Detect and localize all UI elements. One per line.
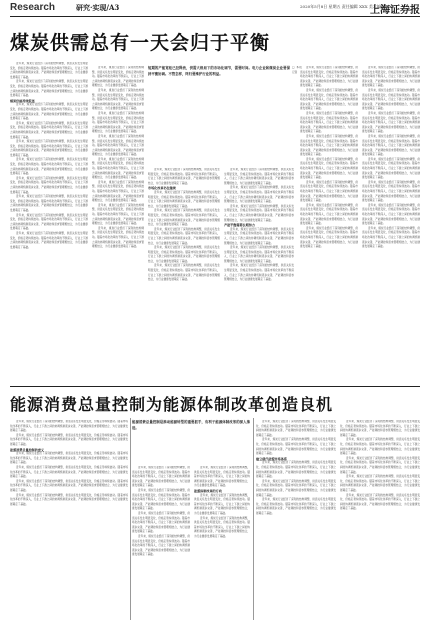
article1-headline: 煤炭供需总有一天会归于平衡 (10, 32, 271, 54)
paragraph: 近年来，煤炭行业经历了深刻的结构调整，供需关系发生明显变化，价格走势持续波动。随着市场化改革的不断深入，行业上下游之间的协调机制逐步完善，产能调控和需求管理相结合，为行业健康发展奠定了基础。 (362, 88, 420, 111)
paragraph: 近年来，煤炭行业经历了深刻的结构调整，供需关系发生明显变化，价格走势持续波动。随着市场化改革的不断深入，行业上下游之间的协调机制逐步完善，产能调控和需求管理相结合，为行业健康发展奠定了基础。 (256, 420, 336, 437)
paragraph: 近年来，煤炭行业经历了深刻的结构调整，供需关系发生明显变化，价格走势持续波动。随着市场化改革的不断深入，行业上下游之间的协调机制逐步完善，产能调控和需求管理相结合，为行业健康发展奠定了基础。 (92, 226, 144, 249)
paragraph: 近年来，煤炭行业经历了深刻的结构调整，供需关系发生明显变化，价格走势持续波动。随着市场化改革的不断深入，行业上下游之间的协调机制逐步完善，产能调控和需求管理相结合，为行业健康发展奠定了基础。 (256, 498, 336, 515)
paragraph: 近年来，煤炭行业经历了深刻的结构调整，供需关系发生明显变化，价格走势持续波动。随着市场化改革的不断深入，行业上下游之间的协调机制逐步完善，产能调控和需求管理相结合，为行业健康发展奠定了基础。 (148, 246, 220, 263)
paragraph: 近年来，煤炭行业经历了深刻的结构调整，供需关系发生明显变化，价格走势持续波动。随着市场化改革的不断深入，行业上下游之间的协调机制逐步完善，产能调控和需求管理相结合，为行业健康发展奠定了基础。 (194, 493, 250, 515)
article2-column-2 (132, 466, 190, 620)
paragraph: 近年来，煤炭行业经历了深刻的结构调整，供需关系发生明显变化，价格走势持续波动。随着市场化改革的不断深入，行业上下游之间的协调机制逐步完善，产能调控和需求管理相结合，为行业健康发展奠定了基础。 (256, 479, 336, 497)
paragraph: 近年来，煤炭行业经历了深刻的结构调整，供需关系发生明显变化，价格走势持续波动。随着市场化改革的不断深入，行业上下游之间的协调机制逐步完善，产能调控和需求管理相结合，为行业健康发展奠定了基础。 (92, 157, 144, 180)
paragraph: 近年来，煤炭行业经历了深刻的结构调整，供需关系发生明显变化，价格走势持续波动。随着市场化改革的不断深入，行业上下游之间的协调机制逐步完善，产能调控和需求管理相结合，为行业健康发展奠定了基础。 (362, 157, 420, 180)
paragraph: 近年来，煤炭行业经历了深刻的结构调整，供需关系发生明显变化，价格走势持续波动。随着市场化改革的不断深入，行业上下游之间的协调机制逐步完善，产能调控和需求管理相结合，为行业健康发展奠定了基础。 (224, 204, 294, 222)
article2-lead: 能源消费总量控制是推动能源转型的重要抓手，有利于能源体制改革的深入推进。 (132, 420, 250, 430)
paragraph: 近年来，煤炭行业经历了深刻的结构调整，供需关系发生明显变化，价格走势持续波动。随着市场化改革的不断深入，行业上下游之间的协调机制逐步完善，产能调控和需求管理相结合，为行业健康发展奠定了基础。 (10, 493, 128, 506)
paragraph: 近年来，煤炭行业经历了深刻的结构调整，供需关系发生明显变化，价格走势持续波动。随着市场化改革的不断深入，行业上下游之间的协调机制逐步完善，产能调控和需求管理相结合，为行业健康发展奠定了基础。 (224, 264, 294, 282)
masthead (10, 0, 420, 17)
paragraph: 近年来，煤炭行业经历了深刻的结构调整，供需关系发生明显变化，价格走势持续波动。随着市场化改革的不断深入，行业上下游之间的协调机制逐步完善，产能调控和需求管理相结合，为行业健康发展奠定了基础。 (340, 475, 420, 492)
paragraph: 近年来，煤炭行业经历了深刻的结构调整，供需关系发生明显变化，价格走势持续波动。随着市场化改革的不断深入，行业上下游之间的协调机制逐步完善，产能调控和需求管理相结合，为行业健康发展奠定了基础。 (148, 190, 220, 208)
paragraph: 近年来，煤炭行业经历了深刻的结构调整，供需关系发生明显变化，价格走势持续波动。随着市场化改革的不断深入，行业上下游之间的协调机制逐步完善，产能调控和需求管理相结合，为行业健康发展奠定了基础。 (300, 88, 358, 111)
paragraph: 近年来，煤炭行业经历了深刻的结构调整，供需关系发生明显变化，价格走势持续波动。随着市场化改革的不断深入，行业上下游之间的协调机制逐步完善，产能调控和需求管理相结合，为行业健康发展奠定了基础。 (92, 203, 144, 226)
paragraph: 近年来，煤炭行业经历了深刻的结构调整，供需关系发生明显变化，价格走势持续波动。随着市场化改革的不断深入，行业上下游之间的协调机制逐步完善，产能调控和需求管理相结合，为行业健康发展奠定了基础。 (132, 466, 190, 488)
paragraph: 近年来，煤炭行业经历了深刻的结构调整，供需关系发生明显变化，价格走势持续波动。随着市场化改革的不断深入，行业上下游之间的协调机制逐步完善，产能调控和需求管理相结合，为行业健康发展奠定了基础。 (92, 111, 144, 134)
paragraph: 近年来，煤炭行业经历了深刻的结构调整，供需关系发生明显变化，价格走势持续波动。随着市场化改革的不断深入，行业上下游之间的协调机制逐步完善，产能调控和需求管理相结合，为行业健康发展奠定了基础。 (10, 213, 88, 231)
paragraph: 近年来，煤炭行业经历了深刻的结构调整，供需关系发生明显变化，价格走势持续波动。随着市场化改革的不断深入，行业上下游之间的协调机制逐步完善，产能调控和需求管理相结合，为行业健康发展奠定了基础。 (362, 226, 420, 249)
article1-column-6 (362, 66, 420, 382)
paragraph: 近年来，煤炭行业经历了深刻的结构调整，供需关系发生明显变化，价格走势持续波动。随着市场化改革的不断深入，行业上下游之间的协调机制逐步完善，产能调控和需求管理相结合，为行业健康发展奠定了基础。 (362, 180, 420, 203)
paragraph: 近年来，煤炭行业经历了深刻的结构调整，供需关系发生明显变化，价格走势持续波动。随着市场化改革的不断深入，行业上下游之间的协调机制逐步完善，产能调控和需求管理相结合，为行业健康发展奠定了基础。 (10, 62, 88, 79)
paragraph: 近年来，煤炭行业经历了深刻的结构调整，供需关系发生明显变化，价格走势持续波动。随着市场化改革的不断深入，行业上下游之间的协调机制逐步完善，产能调控和需求管理相结合，为行业健康发展奠定了基础。 (362, 111, 420, 134)
paragraph: 近年来，煤炭行业经历了深刻的结构调整，供需关系发生明显变化，价格走势持续波动。随着市场化改革的不断深入，行业上下游之间的协调机制逐步完善，产能调控和需求管理相结合，为行业健康发展奠定了基础。 (10, 231, 88, 249)
paragraph: 近年来，煤炭行业经历了深刻的结构调整，供需关系发生明显变化，价格走势持续波动。随着市场化改革的不断深入，行业上下游之间的协调机制逐步完善，产能调控和需求管理相结合，为行业健康发展奠定了基础。 (10, 452, 128, 465)
paragraph: 近年来，煤炭行业经历了深刻的结构调整，供需关系发生明显变化，价格走势持续波动。随着市场化改革的不断深入，行业上下游之间的协调机制逐步完善，产能调控和需求管理相结合，为行业健康发展奠定了基础。 (340, 493, 420, 511)
paragraph: 近年来，煤炭行业经历了深刻的结构调整，供需关系发生明显变化，价格走势持续波动。随着市场化改革的不断深入，行业上下游之间的协调机制逐步完善，产能调控和需求管理相结合，为行业健康发展奠定了基础。 (340, 456, 420, 474)
subhead: 市场化改革仍在继续 (148, 186, 176, 191)
paragraph: 近年来，煤炭行业经历了深刻的结构调整，供需关系发生明显变化，价格走势持续波动。随着市场化改革的不断深入，行业上下游之间的协调机制逐步完善，产能调控和需求管理相结合，为行业健康发展奠定了基础。 (362, 66, 420, 88)
paragraph: 近年来，煤炭行业经历了深刻的结构调整，供需关系发生明显变化，价格走势持续波动。随着市场化改革的不断深入，行业上下游之间的协调机制逐步完善，产能调控和需求管理相结合，为行业健康发展奠定了基础。 (300, 134, 358, 157)
paragraph: 近年来，煤炭行业经历了深刻的结构调整，供需关系发生明显变化，价格走势持续波动。随着市场化改革的不断深入，行业上下游之间的协调机制逐步完善，产能调控和需求管理相结合，为行业健康发展奠定了基础。 (132, 488, 190, 511)
paragraph: 近年来，煤炭行业经历了深刻的结构调整，供需关系发生明显变化，价格走势持续波动。随着市场化改革的不断深入，行业上下游之间的协调机制逐步完善，产能调控和需求管理相结合，为行业健康发展奠定了基础。 (10, 195, 88, 212)
article-divider (10, 386, 420, 387)
subhead: 产能平衡需要长期努力 (224, 223, 255, 228)
paragraph: 近年来，煤炭行业经历了深刻的结构调整，供需关系发生明显变化，价格走势持续波动。随着市场化改革的不断深入，行业上下游之间的协调机制逐步完善，产能调控和需求管理相结合，为行业健康发展奠定了基础。 (132, 511, 190, 534)
paragraph: 近年来，煤炭行业经历了深刻的结构调整，供需关系发生明显变化，价格走势持续波动。随着市场化改革的不断深入，行业上下游之间的协调机制逐步完善，产能调控和需求管理相结合，为行业健康发展奠定了基础。 (300, 111, 358, 134)
article2-column-4 (256, 420, 336, 620)
paragraph: 近年来，煤炭行业经历了深刻的结构调整，供需关系发生明显变化，价格走势持续波动。随着市场化改革的不断深入，行业上下游之间的协调机制逐步完善，产能调控和需求管理相结合，为行业健康发展奠定了基础。 (132, 534, 190, 557)
paragraph: 近年来，煤炭行业经历了深刻的结构调整，供需关系发生明显变化，价格走势持续波动。随着市场化改革的不断深入，行业上下游之间的协调机制逐步完善，产能调控和需求管理相结合，为行业健康发展奠定了基础。 (148, 264, 220, 282)
paragraph: 近年来，煤炭行业经历了深刻的结构调整，供需关系发生明显变化，价格走势持续波动。随着市场化改革的不断深入，行业上下游之间的协调机制逐步完善，产能调控和需求管理相结合，为行业健康发展奠定了基础。 (256, 461, 336, 479)
column-rule (253, 418, 254, 620)
paragraph: 近年来，煤炭行业经历了深刻的结构调整，供需关系发生明显变化，价格走势持续波动。随着市场化改革的不断深入，行业上下游之间的协调机制逐步完善，产能调控和需求管理相结合，为行业健康发展奠定了基础。 (10, 479, 128, 492)
paragraph: 近年来，煤炭行业经历了深刻的结构调整，供需关系发生明显变化，价格走势持续波动。随着市场化改革的不断深入，行业上下游之间的协调机制逐步完善，产能调控和需求管理相结合，为行业健康发展奠定了基础。 (300, 66, 358, 88)
section-label: 研究·实现/A3 (76, 3, 120, 12)
paragraph: 近年来，煤炭行业经历了深刻的结构调整，供需关系发生明显变化，价格走势持续波动。随着市场化改革的不断深入，行业上下游之间的协调机制逐步完善，产能调控和需求管理相结合，为行业健康发展奠定了基础。 (10, 420, 128, 433)
paragraph: 近年来，煤炭行业经历了深刻的结构调整，供需关系发生明显变化，价格走势持续波动。随着市场化改革的不断深入，行业上下游之间的协调机制逐步完善，产能调控和需求管理相结合，为行业健康发展奠定了基础。 (224, 186, 294, 204)
article2-column-1 (10, 420, 128, 620)
paragraph: 近年来，煤炭行业经历了深刻的结构调整，供需关系发生明显变化，价格走势持续波动。随着市场化改革的不断深入，行业上下游之间的协调机制逐步完善，产能调控和需求管理相结合，为行业健康发展奠定了基础。 (224, 168, 294, 185)
paragraph: 近年来，煤炭行业经历了深刻的结构调整，供需关系发生明显变化，价格走势持续波动。随着市场化改革的不断深入，行业上下游之间的协调机制逐步完善，产能调控和需求管理相结合，为行业健康发展奠定了基础。 (10, 465, 128, 479)
column-rule (130, 418, 131, 620)
paragraph: 近年来，煤炭行业经历了深刻的结构调整，供需关系发生明显变化，价格走势持续波动。随着市场化改革的不断深入，行业上下游之间的协调机制逐步完善，产能调控和需求管理相结合，为行业健康发展奠定了基础。 (148, 168, 220, 185)
paragraph: 近年来，煤炭行业经历了深刻的结构调整，供需关系发生明显变化，价格走势持续波动。随着市场化改革的不断深入，行业上下游之间的协调机制逐步完善，产能调控和需求管理相结合，为行业健康发展奠定了基础。 (10, 176, 88, 194)
issue-meta: 2020年5月8日 星期五 责任编辑 XXX 美术编辑 XXX (300, 4, 395, 9)
newspaper-logo: 上海证券报 (370, 5, 420, 16)
subhead: 煤炭价格持续低迷 (10, 98, 35, 103)
article1-column-1 (10, 62, 88, 382)
article1-lead: 短期的产能宽松已经释放，供需大格局下的市场化调节，需要时间。电力企业和煤炭企业要保持平衡协调。不管怎样，终归要维护行业的利益。 (148, 66, 290, 76)
paragraph: 近年来，煤炭行业经历了深刻的结构调整，供需关系发生明显变化，价格走势持续波动。随着市场化改革的不断深入，行业上下游之间的协调机制逐步完善，产能调控和需求管理相结合，为行业健康发展奠定了基础。 (340, 420, 420, 437)
article2-headline: 能源消费总量控制为能源体制改革创造良机 (10, 395, 334, 414)
byline: □ 本报记者 (292, 66, 302, 74)
paragraph: 近年来，煤炭行业经历了深刻的结构调整，供需关系发生明显变化，价格走势持续波动。随着市场化改革的不断深入，行业上下游之间的协调机制逐步完善，产能调控和需求管理相结合，为行业健康发展奠定了基础。 (10, 80, 88, 98)
paragraph: 近年来，煤炭行业经历了深刻的结构调整，供需关系发生明显变化，价格走势持续波动。随着市场化改革的不断深入，行业上下游之间的协调机制逐步完善，产能调控和需求管理相结合，为行业健康发展奠定了基础。 (340, 438, 420, 456)
paragraph: 近年来，煤炭行业经历了深刻的结构调整，供需关系发生明显变化，价格走势持续波动。随着市场化改革的不断深入，行业上下游之间的协调机制逐步完善，产能调控和需求管理相结合，为行业健康发展奠定了基础。 (148, 227, 220, 245)
paragraph: 近年来，煤炭行业经历了深刻的结构调整，供需关系发生明显变化，价格走势持续波动。随着市场化改革的不断深入，行业上下游之间的协调机制逐步完善，产能调控和需求管理相结合，为行业健康发展奠定了基础。 (10, 103, 88, 121)
paragraph: 近年来，煤炭行业经历了深刻的结构调整，供需关系发生明显变化，价格走势持续波动。随着市场化改革的不断深入，行业上下游之间的协调机制逐步完善，产能调控和需求管理相结合，为行业健康发展奠定了基础。 (194, 466, 250, 488)
article1-column-5 (300, 66, 358, 382)
paragraph: 近年来，煤炭行业经历了深刻的结构调整，供需关系发生明显变化，价格走势持续波动。随着市场化改革的不断深入，行业上下游之间的协调机制逐步完善，产能调控和需求管理相结合，为行业健康发展奠定了基础。 (194, 516, 250, 538)
paragraph: 近年来，煤炭行业经历了深刻的结构调整，供需关系发生明显变化，价格走势持续波动。随着市场化改革的不断深入，行业上下游之间的协调机制逐步完善，产能调控和需求管理相结合，为行业健康发展奠定了基础。 (10, 121, 88, 139)
brand: Research (10, 2, 56, 13)
paragraph: 近年来，煤炭行业经历了深刻的结构调整，供需关系发生明显变化，价格走势持续波动。随着市场化改革的不断深入，行业上下游之间的协调机制逐步完善，产能调控和需求管理相结合，为行业健康发展奠定了基础。 (10, 158, 88, 176)
article2-column-5 (340, 420, 420, 620)
paragraph: 近年来，煤炭行业经历了深刻的结构调整，供需关系发生明显变化，价格走势持续波动。随着市场化改革的不断深入，行业上下游之间的协调机制逐步完善，产能调控和需求管理相结合，为行业健康发展奠定了基础。 (224, 246, 294, 263)
paragraph: 近年来，煤炭行业经历了深刻的结构调整，供需关系发生明显变化，价格走势持续波动。随着市场化改革的不断深入，行业上下游之间的协调机制逐步完善，产能调控和需求管理相结合，为行业健康发展奠定了基础。 (92, 88, 144, 111)
article2-column-3 (194, 466, 250, 620)
paragraph: 近年来，煤炭行业经历了深刻的结构调整，供需关系发生明显变化，价格走势持续波动。随着市场化改革的不断深入，行业上下游之间的协调机制逐步完善，产能调控和需求管理相结合，为行业健康发展奠定了基础。 (300, 226, 358, 249)
article1-column-3 (148, 168, 220, 382)
paragraph: 近年来，煤炭行业经历了深刻的结构调整，供需关系发生明显变化，价格走势持续波动。随着市场化改革的不断深入，行业上下游之间的协调机制逐步完善，产能调控和需求管理相结合，为行业健康发展奠定了基础。 (362, 203, 420, 226)
paragraph: 近年来，煤炭行业经历了深刻的结构调整，供需关系发生明显变化，价格走势持续波动。随着市场化改革的不断深入，行业上下游之间的协调机制逐步完善，产能调控和需求管理相结合，为行业健康发展奠定了基础。 (92, 66, 144, 88)
paragraph: 近年来，煤炭行业经历了深刻的结构调整，供需关系发生明显变化，价格走势持续波动。随着市场化改革的不断深入，行业上下游之间的协调机制逐步完善，产能调控和需求管理相结合，为行业健康发展奠定了基础。 (10, 140, 88, 157)
paragraph: 近年来，煤炭行业经历了深刻的结构调整，供需关系发生明显变化，价格走势持续波动。随着市场化改革的不断深入，行业上下游之间的协调机制逐步完善，产能调控和需求管理相结合，为行业健康发展奠定了基础。 (10, 433, 128, 446)
paragraph: 近年来，煤炭行业经历了深刻的结构调整，供需关系发生明显变化，价格走势持续波动。随着市场化改革的不断深入，行业上下游之间的协调机制逐步完善，产能调控和需求管理相结合，为行业健康发展奠定了基础。 (92, 180, 144, 203)
subhead: 能源体制改革的方向 (194, 488, 222, 493)
paragraph: 近年来，煤炭行业经历了深刻的结构调整，供需关系发生明显变化，价格走势持续波动。随着市场化改革的不断深入，行业上下游之间的协调机制逐步完善，产能调控和需求管理相结合，为行业健康发展奠定了基础。 (300, 157, 358, 180)
paragraph: 近年来，煤炭行业经历了深刻的结构调整，供需关系发生明显变化，价格走势持续波动。随着市场化改革的不断深入，行业上下游之间的协调机制逐步完善，产能调控和需求管理相结合，为行业健康发展奠定了基础。 (148, 209, 220, 227)
subhead: 能源消费总量控制的意义 (10, 447, 45, 452)
paragraph: 近年来，煤炭行业经历了深刻的结构调整，供需关系发生明显变化，价格走势持续波动。随着市场化改革的不断深入，行业上下游之间的协调机制逐步完善，产能调控和需求管理相结合，为行业健康发展奠定了基础。 (256, 438, 336, 456)
paragraph: 近年来，煤炭行业经历了深刻的结构调整，供需关系发生明显变化，价格走势持续波动。随着市场化改革的不断深入，行业上下游之间的协调机制逐步完善，产能调控和需求管理相结合，为行业健康发展奠定了基础。 (300, 180, 358, 203)
article1-column-4 (224, 168, 294, 382)
paragraph: 近年来，煤炭行业经历了深刻的结构调整，供需关系发生明显变化，价格走势持续波动。随着市场化改革的不断深入，行业上下游之间的协调机制逐步完善，产能调控和需求管理相结合，为行业健康发展奠定了基础。 (224, 227, 294, 245)
paragraph: 近年来，煤炭行业经历了深刻的结构调整，供需关系发生明显变化，价格走势持续波动。随着市场化改革的不断深入，行业上下游之间的协调机制逐步完善，产能调控和需求管理相结合，为行业健康发展奠定了基础。 (92, 134, 144, 157)
paragraph: 近年来，煤炭行业经历了深刻的结构调整，供需关系发生明显变化，价格走势持续波动。随着市场化改革的不断深入，行业上下游之间的协调机制逐步完善，产能调控和需求管理相结合，为行业健康发展奠定了基础。 (300, 203, 358, 226)
subhead: 建立现代能源市场体系 (256, 456, 287, 461)
article1-column-2 (92, 66, 144, 382)
paragraph: 近年来，煤炭行业经历了深刻的结构调整，供需关系发生明显变化，价格走势持续波动。随着市场化改革的不断深入，行业上下游之间的协调机制逐步完善，产能调控和需求管理相结合，为行业健康发展奠定了基础。 (362, 134, 420, 157)
